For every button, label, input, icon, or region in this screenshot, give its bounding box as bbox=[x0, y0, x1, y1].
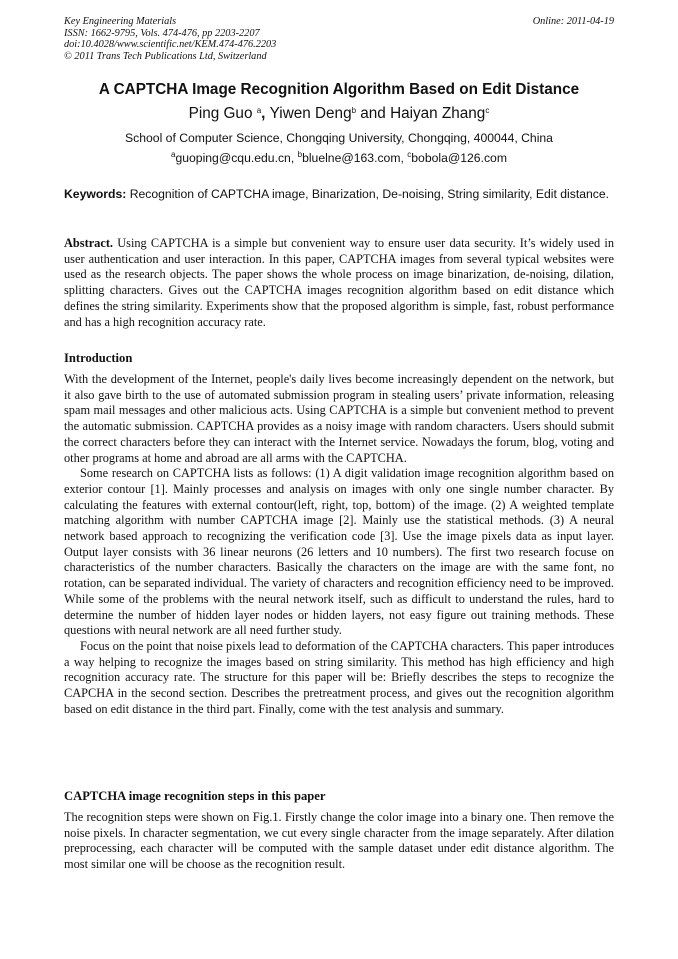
paragraph: Some research on CAPTCHA lists as follows: (1) A digit validation image recognition algorithm based on exterior contour [1]. Mainly processes and analysis on images with only one single number character. By calculating the features with external contour(left, right, top, bottom) of the image. (2) A weighted template matching algorithm with number CAPTCHA image [2]. Mainly use the statistical methods. (3) A neural network based approach to recognizing the verification code [3]. Use the image pixels data as input layer. Output layer consists with 36 linear neurons (26 letters and 10 numbers). The first two research focuse on characteristics of the number characters. Basically the characters on the image are with the same font, no rotation, can be separated individual. The variety of characters and recognition efficiency need to be improved. While some of the problems with the neural network itself, such as difficult to understand the rules, hard to determine the number of hidden layer nodes or hidden layers, not easy figure out training methods. These questions with neural network are all need further study. bbox=[64, 466, 614, 638]
abstract-label: Abstract. bbox=[64, 236, 114, 250]
journal-name: Key Engineering Materials bbox=[64, 16, 177, 27]
author-sup: b bbox=[351, 106, 357, 115]
keywords bbox=[64, 186, 614, 202]
author-sup: c bbox=[485, 106, 490, 115]
paper-title: A CAPTCHA Image Recognition Algorithm Based on Edit Distance bbox=[98, 81, 580, 98]
keywords-text: Recognition of CAPTCHA image, Binarization, De-noising, String similarity, Edit distance. bbox=[126, 187, 610, 201]
paragraph: With the development of the Internet, people's daily lives become increasingly dependent on the network, but it also gave birth to the use of automated submission program in stealing users’ private information, releasing spam mail messages and other malicious acts. Using CAPTCHA is a simple but convenient method to prevent the automatic submission. CAPTCHA provides as a noisy image with random characters. Users should submit the correct characters before they can interact with the Internet service. Nowadays the forum, blog, voting and other programs at home and abroad are all arms with the CAPTCHA. bbox=[64, 372, 614, 465]
journal-header bbox=[64, 16, 614, 62]
email: guoping@cqu.edu.cn, bbox=[175, 151, 298, 165]
emails bbox=[64, 151, 614, 165]
abstract-text: Using CAPTCHA is a simple but convenient way to ensure user data security. It’s widely used in user authentication and user interaction. In this paper, CAPTCHA images from several typical websites were used as the research objects. The paper shows the whole process on image binarization, de-noising, dilation, splitting characters. Gives out the CAPTCHA images recognition algorithm based on edit distance which defines the string similarity. Experiments show that the proposed algorithm is simple, fast, robust performance and has a high recognition accuracy rate. bbox=[64, 236, 614, 329]
paragraph: Focus on the point that noise pixels lead to deformation of the CAPTCHA characters. This paper introduces a way helping to recognize the images based on string similarity. This method has high efficiency and high recognition accuracy rate. The structure for this paper will be: Briefly describes the steps to recognize the CAPCHA in the second section. Describes the pretreatment process, and gives out the recognition algorithm based on edit distance in the third part. Finally, come with the test analysis and summary. bbox=[64, 638, 614, 716]
author-sup: a bbox=[256, 106, 262, 115]
email: bluelne@163.com, bbox=[302, 151, 408, 165]
section-body bbox=[64, 810, 614, 873]
author-name: Yiwen Deng bbox=[269, 105, 352, 122]
keywords-label: Keywords: bbox=[64, 187, 127, 201]
email: bobola@126.com bbox=[411, 151, 507, 165]
authors bbox=[64, 105, 614, 123]
email-sup: c bbox=[407, 150, 412, 159]
abstract bbox=[64, 236, 614, 330]
email-sup: a bbox=[171, 150, 176, 159]
issn: ISSN: 1662-9795, Vols. 474-476, pp 2203-2207 bbox=[64, 27, 260, 39]
author-name: Haiyan Zhang bbox=[390, 105, 486, 122]
section-heading: CAPTCHA image recognition steps in this paper bbox=[64, 789, 326, 803]
section-heading: Introduction bbox=[64, 351, 133, 365]
online-date: Online: 2011-04-19 bbox=[532, 16, 614, 27]
author-name: Ping Guo bbox=[188, 105, 257, 122]
affiliation: School of Computer Science, Chongqing University, Chongqing, 400044, China bbox=[125, 131, 553, 145]
copyright: © 2011 Trans Tech Publications Ltd, Switzerland bbox=[64, 50, 267, 62]
section-body bbox=[64, 372, 614, 717]
paragraph: The recognition steps were shown on Fig.1. Firstly change the color image into a binary one. Then remove the noise pixels. In character segmentation, we cut every single character from the image separately. After dilation preprocessing, each character will be computed with the sample dataset under edit distance algorithm. The most similar one will be choose as the recognition result. bbox=[64, 810, 614, 872]
author-separator: , bbox=[261, 105, 270, 122]
author-separator: and bbox=[356, 105, 391, 122]
email-sup: b bbox=[297, 150, 303, 159]
doi: doi:10.4028/www.scientific.net/KEM.474-476.2203 bbox=[64, 39, 277, 51]
